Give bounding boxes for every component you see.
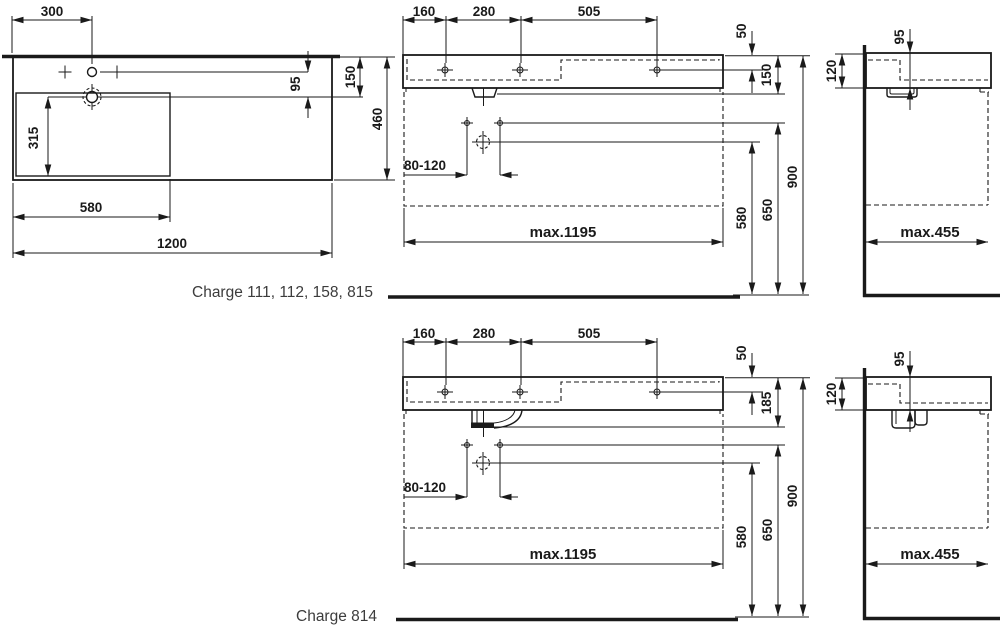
dim-label: max.1195 bbox=[529, 546, 597, 563]
side-top-inner-bowl bbox=[868, 60, 988, 80]
side-bottom-body bbox=[866, 377, 991, 410]
dim-label: max.455 bbox=[900, 546, 960, 563]
side-top-body bbox=[866, 53, 991, 88]
dim-plan-tap-to-drain bbox=[288, 51, 308, 118]
dim-label: 95 bbox=[892, 351, 907, 367]
dim-label: 150 bbox=[343, 65, 358, 89]
dim-label: 80-120 bbox=[404, 158, 447, 173]
dim-label: 95 bbox=[288, 76, 303, 92]
side-bottom-inner-bowl bbox=[868, 384, 988, 403]
dim-front-bottom-max-width bbox=[404, 530, 723, 569]
dim-label: max.455 bbox=[900, 224, 960, 241]
product-label-bottom: Charge 814 bbox=[296, 608, 378, 625]
dim-side-top-back-height bbox=[824, 54, 864, 88]
dim-label: 50 bbox=[734, 345, 749, 361]
dim-front-top-max-width bbox=[404, 208, 723, 247]
dim-plan-bowl-width bbox=[13, 179, 170, 258]
plan-drain-hole bbox=[79, 84, 363, 110]
dim-side-bottom-back-height bbox=[824, 378, 864, 410]
dim-label: 160 bbox=[412, 326, 436, 341]
dim-front-bottom-right-stack bbox=[725, 345, 810, 617]
product-label-top: Charge 111, 112, 158, 815 bbox=[192, 284, 373, 301]
dim-label: 580 bbox=[734, 525, 749, 549]
dim-label: 580 bbox=[734, 206, 749, 230]
dim-plan-total-width bbox=[13, 183, 332, 258]
front-top-tap-holes bbox=[437, 63, 763, 77]
dim-label: 580 bbox=[79, 200, 103, 215]
plan-tap-hole bbox=[59, 66, 309, 79]
dim-label: 460 bbox=[370, 107, 385, 131]
dim-side-bottom-drain-offset bbox=[892, 351, 910, 432]
side-view-bottom bbox=[824, 351, 1000, 620]
dim-front-top-right-stack bbox=[725, 23, 810, 295]
dim-label: 900 bbox=[785, 165, 800, 189]
plan-outline bbox=[13, 57, 332, 180]
dim-label: 900 bbox=[785, 484, 800, 508]
side-view-top bbox=[824, 29, 1000, 297]
dim-label: 300 bbox=[40, 4, 64, 19]
front-view-bottom bbox=[403, 326, 810, 617]
dim-plan-bowl-depth bbox=[26, 97, 84, 176]
dim-label: 185 bbox=[759, 391, 774, 415]
front-top-drain-outlet bbox=[472, 88, 785, 106]
dim-side-bottom-max-depth bbox=[866, 414, 988, 564]
dim-label: 315 bbox=[26, 126, 41, 150]
dim-label: 280 bbox=[472, 326, 496, 341]
plan-view bbox=[2, 4, 395, 258]
dim-label: 505 bbox=[577, 4, 601, 19]
front-bottom-wall-zone bbox=[404, 414, 785, 528]
dim-label: 505 bbox=[577, 326, 601, 341]
dim-label: 1200 bbox=[156, 236, 188, 251]
dim-label: 120 bbox=[824, 382, 839, 406]
dim-side-top-drain-offset bbox=[892, 29, 910, 110]
dim-label: 650 bbox=[760, 198, 775, 222]
dim-plan-front-to-drain bbox=[334, 57, 395, 97]
side-top-drain bbox=[887, 88, 917, 97]
dim-label: 280 bbox=[472, 4, 496, 19]
front-bottom-siphon bbox=[471, 410, 785, 437]
dim-front-bottom-drain-play bbox=[404, 450, 518, 497]
dim-label: 95 bbox=[892, 29, 907, 45]
dim-label: max.1195 bbox=[529, 224, 597, 241]
front-bottom-tap-holes bbox=[437, 385, 763, 399]
dim-label: 160 bbox=[412, 4, 436, 19]
dim-label: 120 bbox=[824, 59, 839, 83]
front-top-wall-zone bbox=[404, 92, 785, 206]
dim-label: 650 bbox=[760, 518, 775, 542]
dim-label: 150 bbox=[759, 63, 774, 87]
dim-label: 80-120 bbox=[404, 480, 447, 495]
front-view-top bbox=[403, 4, 810, 295]
dim-label: 50 bbox=[734, 23, 749, 39]
dim-front-top-drain-play bbox=[404, 128, 518, 175]
dim-side-top-max-depth bbox=[866, 92, 988, 242]
